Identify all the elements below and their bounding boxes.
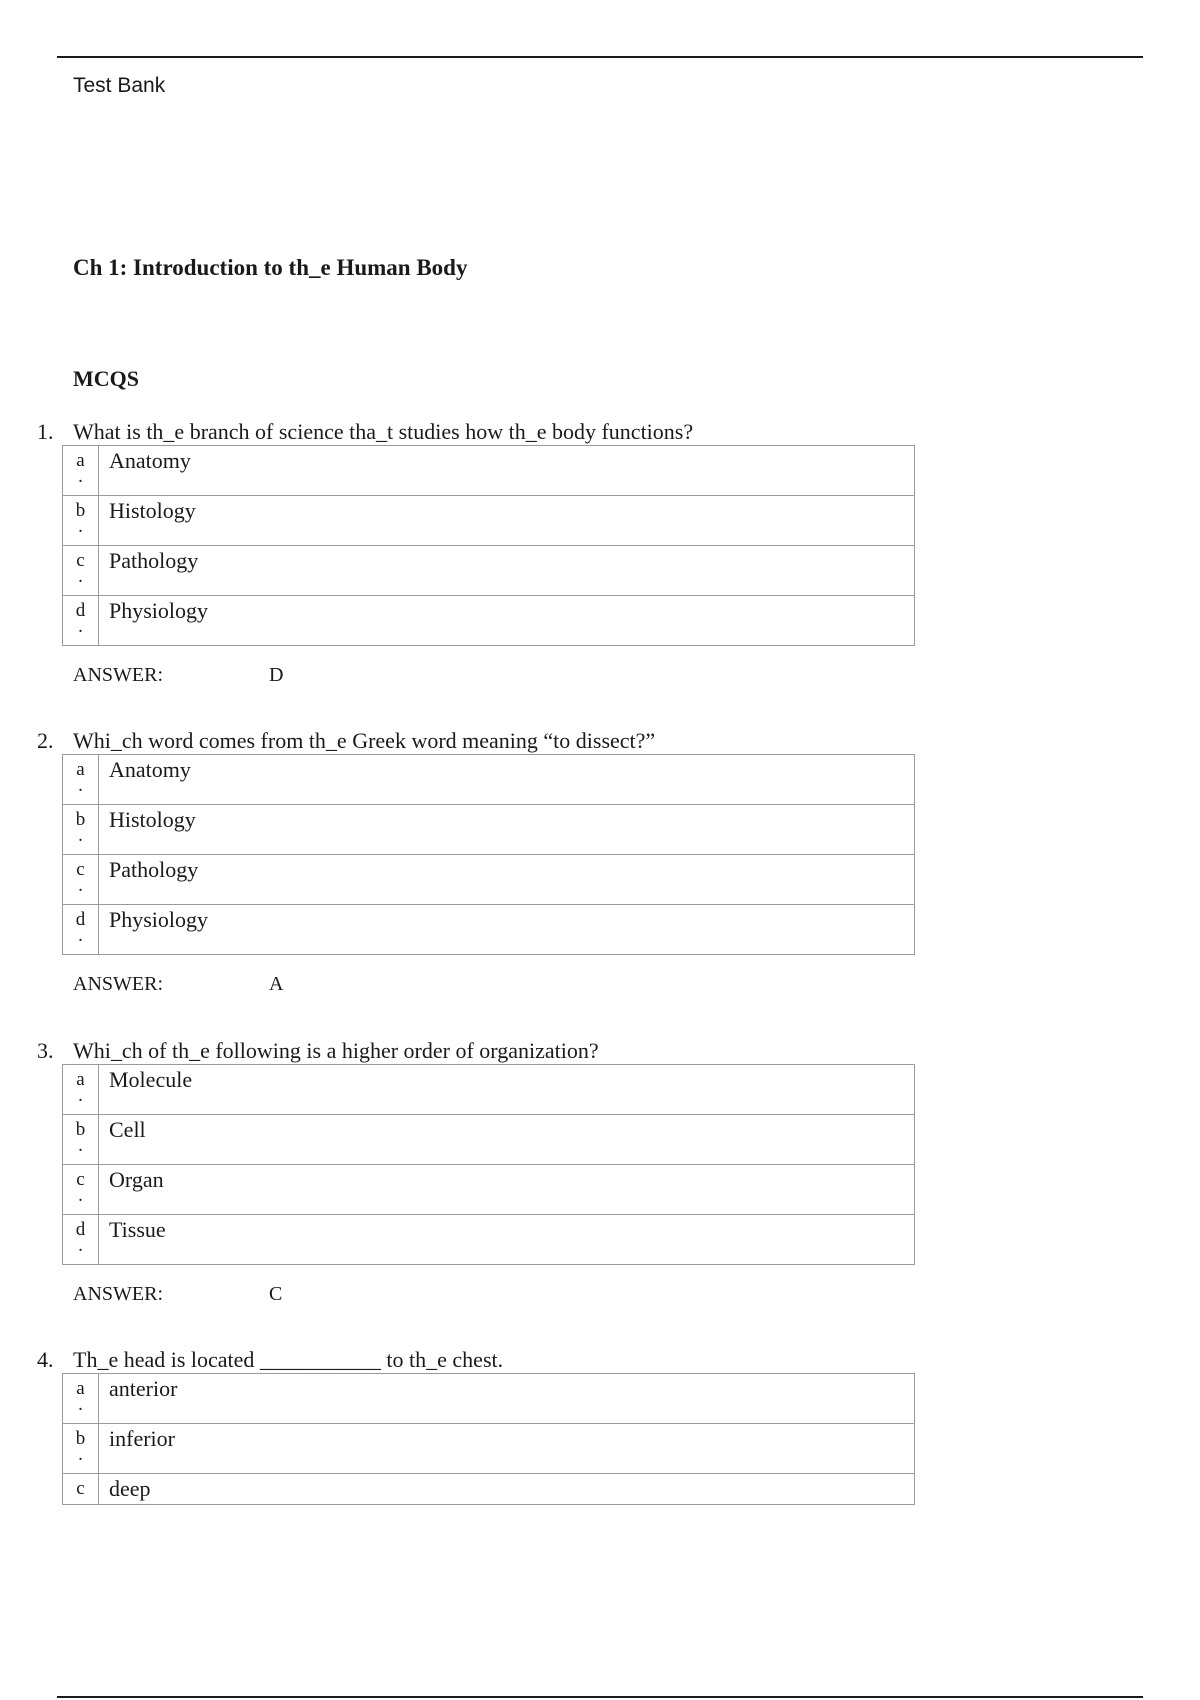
question-number: 3. bbox=[37, 1038, 54, 1063]
question-number: 1. bbox=[37, 419, 54, 444]
option-text: Pathology bbox=[99, 855, 915, 905]
answer-label: ANSWER: bbox=[73, 664, 163, 686]
options-table bbox=[62, 754, 915, 955]
question-text: Whi_ch word comes from th_e Greek word meaning “to dissect?” bbox=[73, 728, 656, 753]
option-letter: d bbox=[75, 600, 86, 621]
option-letter: b bbox=[75, 809, 86, 830]
answer-line bbox=[0, 969, 1200, 999]
option-letter: b bbox=[75, 1428, 86, 1449]
option-text: Anatomy bbox=[99, 446, 915, 496]
option-text: deep bbox=[99, 1474, 915, 1505]
options-table bbox=[62, 1064, 915, 1265]
option-text: Tissue bbox=[99, 1215, 915, 1265]
header-rule bbox=[57, 56, 1143, 58]
option-letter: c bbox=[76, 859, 85, 880]
option-letter: a bbox=[76, 1069, 85, 1090]
option-text: Cell bbox=[99, 1115, 915, 1165]
option-letter: b bbox=[75, 500, 86, 521]
option-row: b . inferior bbox=[63, 1424, 915, 1474]
question-number: 2. bbox=[37, 728, 54, 753]
option-row bbox=[63, 1474, 915, 1505]
options-table bbox=[62, 445, 915, 646]
answer-line bbox=[0, 1279, 1200, 1309]
footer-rule bbox=[57, 1696, 1143, 1698]
answer-line bbox=[0, 660, 1200, 690]
option-row: a . Molecule bbox=[63, 1065, 915, 1115]
option-text: Molecule bbox=[99, 1065, 915, 1115]
options-table bbox=[62, 1373, 915, 1505]
option-text: inferior bbox=[99, 1424, 915, 1474]
answer-label: ANSWER: bbox=[73, 1283, 163, 1305]
question-number: 4. bbox=[37, 1347, 54, 1372]
option-text: Anatomy bbox=[99, 755, 915, 805]
option-row: b . Histology bbox=[63, 496, 915, 546]
chapter-title: Ch 1: Introduction to th_e Human Body bbox=[73, 255, 468, 280]
section-heading: MCQS bbox=[73, 366, 139, 391]
answer-value: A bbox=[269, 973, 284, 995]
option-row: a . anterior bbox=[63, 1374, 915, 1424]
option-row: c . Organ bbox=[63, 1165, 915, 1215]
question-text: Whi_ch of th_e following is a higher order of organization? bbox=[73, 1038, 599, 1063]
option-row: d . Tissue bbox=[63, 1215, 915, 1265]
question-3 bbox=[0, 1036, 1200, 1309]
answer-value: D bbox=[269, 664, 284, 686]
running-header: Test Bank bbox=[73, 74, 166, 97]
question-1 bbox=[0, 417, 1200, 690]
option-letter: d bbox=[75, 909, 86, 930]
option-row: c . Pathology bbox=[63, 855, 915, 905]
option-row: d . Physiology bbox=[63, 905, 915, 955]
option-text: Organ bbox=[99, 1165, 915, 1215]
option-letter: a bbox=[76, 450, 85, 471]
option-letter: a bbox=[76, 759, 85, 780]
question-2 bbox=[0, 726, 1200, 999]
option-row: a . Anatomy bbox=[63, 446, 915, 496]
option-text: Histology bbox=[99, 496, 915, 546]
option-letter: a bbox=[76, 1378, 85, 1399]
answer-value: C bbox=[269, 1283, 283, 1305]
option-text: Pathology bbox=[99, 546, 915, 596]
option-row: b . Cell bbox=[63, 1115, 915, 1165]
question-text: What is th_e branch of science tha_t studies how th_e body functions? bbox=[73, 419, 694, 444]
option-letter: c bbox=[76, 1478, 85, 1499]
option-text: Histology bbox=[99, 805, 915, 855]
question-text: Th_e head is located ___________ to th_e chest. bbox=[73, 1347, 504, 1372]
option-letter: c bbox=[76, 1169, 85, 1190]
option-text: anterior bbox=[99, 1374, 915, 1424]
option-letter: c bbox=[76, 550, 85, 571]
option-text: Physiology bbox=[99, 596, 915, 646]
option-row: d . Physiology bbox=[63, 596, 915, 646]
option-text: Physiology bbox=[99, 905, 915, 955]
option-letter: d bbox=[75, 1219, 86, 1240]
question-4 bbox=[0, 1345, 1200, 1505]
answer-label: ANSWER: bbox=[73, 973, 163, 995]
option-row: a . Anatomy bbox=[63, 755, 915, 805]
option-letter: b bbox=[75, 1119, 86, 1140]
option-row: b . Histology bbox=[63, 805, 915, 855]
option-row: c . Pathology bbox=[63, 546, 915, 596]
